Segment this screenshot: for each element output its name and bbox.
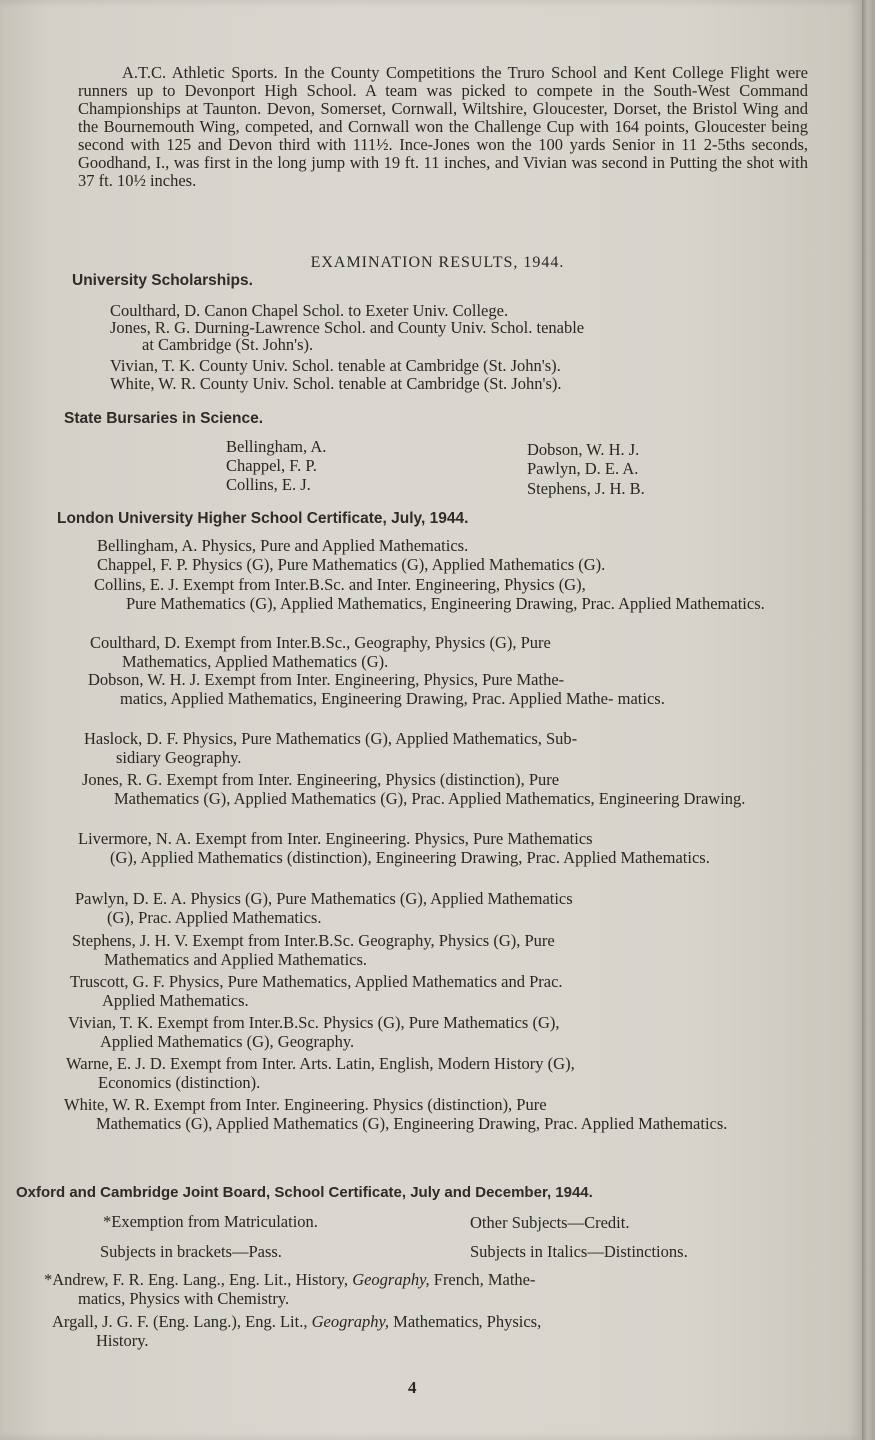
london-entry: Jones, R. G. Exempt from Inter. Engineering, Physics (distinction), Pure Mathematics (G), Applied Mathematics (G), Prac. Applied Mathematics, Engineering Drawing.: [82, 770, 746, 808]
scholarships-heading: University Scholarships.: [72, 272, 253, 289]
london-entry: Chappel, F. P. Physics (G), Pure Mathematics (G), Applied Mathematics (G).: [97, 555, 606, 574]
london-entry: Stephens, J. H. V. Exempt from Inter.B.Sc. Geography, Physics (G), Pure Mathematics and Applied Mathematics.: [72, 931, 555, 969]
bursary-name: Stephens, J. H. B.: [527, 479, 645, 498]
oxford-heading: Oxford and Cambridge Joint Board, School Certificate, July and December, 1944.: [16, 1184, 593, 1201]
london-entry: Bellingham, A. Physics, Pure and Applied Mathematics.: [97, 536, 469, 555]
legend-exemption: *Exemption from Matriculation.: [103, 1212, 318, 1231]
london-entry: Haslock, D. F. Physics, Pure Mathematics (G), Applied Mathematics, Sub- sidiary Geography.: [84, 729, 578, 767]
atc-body: In the County Competitions the Truro School and Kent College Flight were runners up to Devonport High School. A team was picked to compete in the South-West Command Championships at Taunton. Devon, Somerset, Cornwall, Wiltshire, Gloucester, Dorset, the Bristol Wing and the Bournemouth Wing, competed, and Cornwall won the Challenge Cup with 164 points, Gloucester being second with 125 and Devon third with 111½. Ince-Jones won the 100 yards Senior in 11 2-5ths seconds, Goodhand, I., was first in the long jump with 19 ft. 11 inches, and Vivian was second in Putting the shot with 37 ft. 10½ inches.: [78, 63, 808, 190]
london-entry: White, W. R. Exempt from Inter. Engineering. Physics (distinction), Pure Mathematics (G), Applied Mathematics (G), Engineering Drawing, Prac. Applied Mathematics.: [64, 1095, 728, 1133]
bursary-name: Chappel, F. P.: [226, 456, 317, 475]
bursary-name: Collins, E. J.: [226, 475, 311, 494]
exam-results-title: EXAMINATION RESULTS, 1944.: [310, 254, 565, 271]
scholarship-item: White, W. R. County Univ. Schol. tenable at Cambridge (St. John's).: [110, 374, 562, 393]
atc-lead: A.T.C. Athletic Sports.: [122, 63, 278, 82]
scholarship-item: Vivian, T. K. County Univ. Schol. tenable at Cambridge (St. John's).: [110, 356, 561, 375]
london-heading: London University Higher School Certificate, July, 1944.: [57, 510, 469, 527]
legend-pass: Subjects in brackets—Pass.: [100, 1242, 282, 1261]
london-entry: Vivian, T. K. Exempt from Inter.B.Sc. Physics (G), Pure Mathematics (G), Applied Mathematics (G), Geography.: [68, 1013, 560, 1051]
bursaries-heading: State Bursaries in Science.: [64, 410, 264, 427]
oxford-entry: Argall, J. G. F. (Eng. Lang.), Eng. Lit., Geography, Mathematics, Physics, History.: [52, 1312, 542, 1350]
london-entry: Truscott, G. F. Physics, Pure Mathematics, Applied Mathematics and Prac. Applied Mathematics.: [70, 972, 563, 1010]
bursary-name: Pawlyn, D. E. A.: [527, 459, 639, 478]
london-entry: Livermore, N. A. Exempt from Inter. Engineering. Physics, Pure Mathematics (G), Applied Mathematics (distinction), Engineering Drawing, Prac. Applied Mathematics.: [78, 829, 710, 867]
atc-paragraph: [78, 64, 808, 190]
scholarship-item: Coulthard, D. Canon Chapel Schol. to Exeter Univ. College.: [110, 301, 509, 320]
scholarship-item: Jones, R. G. Durning-Lawrence Schol. and County Univ. Schol. tenable: [110, 318, 585, 337]
scholarship-item: at Cambridge (St. John's).: [142, 335, 314, 354]
london-entry: Dobson, W. H. J. Exempt from Inter. Engineering, Physics, Pure Mathe- matics, Applied Mathematics, Engineering Drawing, Prac. Applied Mathe- matics.: [88, 670, 665, 708]
london-entry: Warne, E. J. D. Exempt from Inter. Arts. Latin, English, Modern History (G), Economics (distinction).: [66, 1054, 575, 1092]
bursary-name: Dobson, W. H. J.: [527, 440, 640, 459]
legend-credit: Other Subjects—Credit.: [470, 1213, 630, 1232]
legend-distinctions: Subjects in Italics—Distinctions.: [470, 1242, 688, 1261]
page-number: 4: [408, 1378, 417, 1397]
oxford-entry: *Andrew, F. R. Eng. Lang., Eng. Lit., History, Geography, French, Mathe- matics, Physics with Chemistry.: [44, 1270, 536, 1308]
london-entry: Collins, E. J. Exempt from Inter.B.Sc. and Inter. Engineering, Physics (G), Pure Mathematics (G), Applied Mathematics, Engineering Drawing, Prac. Applied Mathematics.: [94, 575, 765, 613]
london-entry: Coulthard, D. Exempt from Inter.B.Sc., Geography, Physics (G), Pure Mathematics, Applied Mathematics (G).: [90, 633, 551, 671]
bursary-name: Bellingham, A.: [226, 437, 327, 456]
london-entry: Pawlyn, D. E. A. Physics (G), Pure Mathematics (G), Applied Mathematics (G), Prac. Applied Mathematics.: [75, 889, 573, 927]
book-edge: [862, 0, 875, 1440]
